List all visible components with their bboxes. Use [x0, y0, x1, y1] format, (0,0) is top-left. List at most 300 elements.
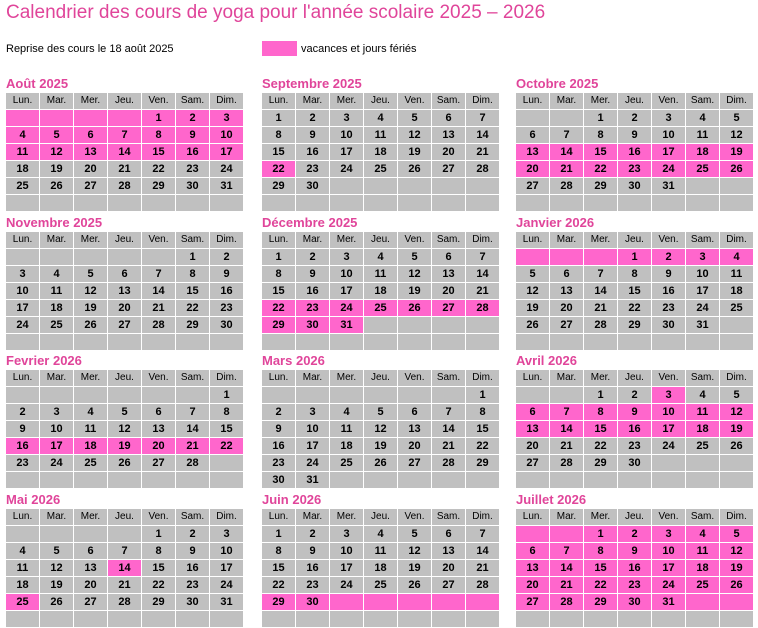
day-cell: 20 — [74, 161, 108, 178]
month-calendar — [516, 353, 754, 489]
day-cell: 30 — [296, 178, 330, 195]
day-cell: 7 — [550, 404, 584, 421]
day-cell: 10 — [652, 543, 686, 560]
empty-cell — [618, 334, 652, 351]
weekday-header: Mar. — [550, 370, 584, 387]
day-cell: 3 — [296, 404, 330, 421]
day-cell: 20 — [74, 577, 108, 594]
day-cell: 25 — [686, 161, 720, 178]
day-cell: 11 — [40, 283, 74, 300]
day-cell: 22 — [262, 300, 296, 317]
weekday-header: Sam. — [432, 232, 466, 249]
day-cell: 1 — [262, 110, 296, 127]
day-cell: 6 — [74, 127, 108, 144]
month-grid — [516, 509, 754, 628]
empty-cell — [516, 249, 550, 266]
day-cell: 17 — [330, 560, 364, 577]
day-cell: 9 — [176, 543, 210, 560]
day-cell: 10 — [6, 283, 40, 300]
weekday-header: Jeu. — [618, 93, 652, 110]
day-cell: 27 — [516, 455, 550, 472]
day-cell: 27 — [398, 455, 432, 472]
empty-cell — [262, 195, 296, 212]
weekday-header: Lun. — [262, 232, 296, 249]
day-cell: 1 — [584, 110, 618, 127]
empty-cell — [686, 611, 720, 628]
day-cell: 18 — [364, 283, 398, 300]
day-cell: 11 — [6, 560, 40, 577]
day-cell: 15 — [584, 421, 618, 438]
day-cell: 4 — [364, 526, 398, 543]
day-cell: 15 — [142, 144, 176, 161]
day-cell: 29 — [262, 178, 296, 195]
day-cell: 12 — [398, 127, 432, 144]
weekday-header: Dim. — [210, 370, 244, 387]
day-cell: 16 — [262, 438, 296, 455]
day-cell: 20 — [550, 300, 584, 317]
weekday-header: Dim. — [210, 509, 244, 526]
day-cell: 12 — [398, 543, 432, 560]
day-cell: 18 — [40, 300, 74, 317]
empty-cell — [108, 334, 142, 351]
weekday-header: Jeu. — [108, 509, 142, 526]
day-cell: 30 — [262, 472, 296, 489]
day-cell: 15 — [176, 283, 210, 300]
empty-cell — [652, 611, 686, 628]
day-cell: 28 — [550, 178, 584, 195]
day-cell: 13 — [74, 560, 108, 577]
empty-cell — [330, 195, 364, 212]
day-cell: 14 — [466, 266, 500, 283]
empty-cell — [466, 195, 500, 212]
day-cell: 21 — [176, 438, 210, 455]
day-cell: 26 — [364, 455, 398, 472]
day-cell: 23 — [262, 455, 296, 472]
day-cell: 22 — [142, 161, 176, 178]
day-cell: 6 — [516, 404, 550, 421]
empty-cell — [74, 110, 108, 127]
weekday-header: Sam. — [686, 370, 720, 387]
weekday-header: Mer. — [74, 370, 108, 387]
day-cell: 19 — [720, 421, 754, 438]
month-grid — [6, 509, 244, 628]
month-name: Juin 2026 — [262, 492, 322, 507]
day-cell: 1 — [262, 249, 296, 266]
empty-cell — [466, 611, 500, 628]
day-cell: 15 — [618, 283, 652, 300]
day-cell: 21 — [466, 560, 500, 577]
empty-cell — [466, 334, 500, 351]
day-cell: 2 — [296, 526, 330, 543]
day-cell: 7 — [584, 266, 618, 283]
day-cell: 25 — [40, 317, 74, 334]
day-cell: 19 — [40, 577, 74, 594]
day-cell: 16 — [210, 283, 244, 300]
day-cell: 11 — [720, 266, 754, 283]
day-cell: 1 — [466, 387, 500, 404]
weekday-header: Lun. — [6, 509, 40, 526]
day-cell: 16 — [296, 144, 330, 161]
month-calendar — [516, 215, 754, 351]
empty-cell — [466, 594, 500, 611]
day-cell: 18 — [686, 560, 720, 577]
day-cell: 30 — [618, 594, 652, 611]
day-cell: 30 — [296, 594, 330, 611]
empty-cell — [364, 195, 398, 212]
day-cell: 18 — [720, 283, 754, 300]
day-cell: 27 — [108, 317, 142, 334]
day-cell: 17 — [6, 300, 40, 317]
day-cell: 18 — [686, 144, 720, 161]
empty-cell — [176, 334, 210, 351]
weekday-header: Jeu. — [108, 232, 142, 249]
day-cell: 26 — [40, 594, 74, 611]
day-cell: 8 — [466, 404, 500, 421]
empty-cell — [142, 334, 176, 351]
day-cell: 15 — [262, 144, 296, 161]
empty-cell — [550, 110, 584, 127]
day-cell: 26 — [40, 178, 74, 195]
empty-cell — [720, 611, 754, 628]
day-cell: 29 — [584, 455, 618, 472]
day-cell: 9 — [296, 127, 330, 144]
day-cell: 21 — [142, 300, 176, 317]
empty-cell — [584, 195, 618, 212]
day-cell: 4 — [686, 110, 720, 127]
weekday-header: Dim. — [720, 509, 754, 526]
day-cell: 31 — [652, 594, 686, 611]
empty-cell — [40, 249, 74, 266]
day-cell: 5 — [74, 266, 108, 283]
day-cell: 2 — [618, 387, 652, 404]
day-cell: 25 — [364, 161, 398, 178]
day-cell: 9 — [618, 127, 652, 144]
day-cell: 29 — [142, 594, 176, 611]
empty-cell — [516, 611, 550, 628]
day-cell: 18 — [686, 421, 720, 438]
day-cell: 25 — [74, 455, 108, 472]
day-cell: 16 — [618, 421, 652, 438]
weekday-header: Jeu. — [364, 232, 398, 249]
empty-cell — [330, 594, 364, 611]
weekday-header: Dim. — [466, 232, 500, 249]
month-name: Octobre 2025 — [516, 76, 599, 91]
day-cell: 14 — [108, 560, 142, 577]
empty-cell — [618, 472, 652, 489]
day-cell: 16 — [652, 283, 686, 300]
day-cell: 26 — [398, 300, 432, 317]
day-cell: 31 — [210, 178, 244, 195]
day-cell: 29 — [262, 317, 296, 334]
day-cell: 16 — [296, 560, 330, 577]
empty-cell — [364, 317, 398, 334]
month-name: Septembre 2025 — [262, 76, 362, 91]
weekday-header: Ven. — [142, 370, 176, 387]
day-cell: 2 — [262, 404, 296, 421]
day-cell: 4 — [74, 404, 108, 421]
day-cell: 6 — [516, 543, 550, 560]
day-cell: 12 — [516, 283, 550, 300]
weekday-header: Mar. — [550, 509, 584, 526]
empty-cell — [364, 387, 398, 404]
empty-cell — [262, 611, 296, 628]
day-cell: 2 — [296, 110, 330, 127]
day-cell: 17 — [330, 144, 364, 161]
empty-cell — [74, 195, 108, 212]
empty-cell — [516, 387, 550, 404]
empty-cell — [720, 317, 754, 334]
day-cell: 13 — [516, 144, 550, 161]
day-cell: 5 — [720, 526, 754, 543]
weekday-header: Mer. — [330, 370, 364, 387]
empty-cell — [296, 195, 330, 212]
day-cell: 26 — [720, 161, 754, 178]
empty-cell — [296, 611, 330, 628]
day-cell: 3 — [652, 526, 686, 543]
day-cell: 7 — [142, 266, 176, 283]
day-cell: 27 — [550, 317, 584, 334]
day-cell: 7 — [108, 127, 142, 144]
empty-cell — [398, 594, 432, 611]
weekday-header: Mer. — [74, 93, 108, 110]
day-cell: 22 — [262, 161, 296, 178]
day-cell: 2 — [176, 110, 210, 127]
day-cell: 8 — [210, 404, 244, 421]
legend-swatch — [262, 41, 297, 56]
day-cell: 10 — [330, 543, 364, 560]
weekday-header: Ven. — [142, 93, 176, 110]
day-cell: 18 — [74, 438, 108, 455]
empty-cell — [432, 195, 466, 212]
empty-cell — [210, 334, 244, 351]
day-cell: 10 — [686, 266, 720, 283]
day-cell: 2 — [652, 249, 686, 266]
month-name: Novembre 2025 — [6, 215, 103, 230]
day-cell: 20 — [432, 283, 466, 300]
day-cell: 19 — [108, 438, 142, 455]
empty-cell — [296, 387, 330, 404]
day-cell: 19 — [720, 560, 754, 577]
day-cell: 25 — [364, 577, 398, 594]
empty-cell — [262, 334, 296, 351]
empty-cell — [108, 472, 142, 489]
empty-cell — [6, 472, 40, 489]
day-cell: 18 — [6, 161, 40, 178]
weekday-header: Ven. — [652, 370, 686, 387]
day-cell: 29 — [262, 594, 296, 611]
empty-cell — [330, 472, 364, 489]
day-cell: 23 — [652, 300, 686, 317]
day-cell: 10 — [210, 543, 244, 560]
empty-cell — [398, 472, 432, 489]
weekday-header: Lun. — [516, 370, 550, 387]
day-cell: 12 — [40, 560, 74, 577]
day-cell: 17 — [210, 144, 244, 161]
month-name: Juillet 2026 — [516, 492, 587, 507]
day-cell: 13 — [398, 421, 432, 438]
empty-cell — [432, 178, 466, 195]
weekday-header: Sam. — [176, 93, 210, 110]
empty-cell — [432, 472, 466, 489]
weekday-header: Mer. — [584, 232, 618, 249]
day-cell: 15 — [466, 421, 500, 438]
day-cell: 30 — [618, 455, 652, 472]
day-cell: 6 — [142, 404, 176, 421]
day-cell: 20 — [432, 560, 466, 577]
weekday-header: Jeu. — [108, 370, 142, 387]
day-cell: 14 — [432, 421, 466, 438]
weekday-header: Sam. — [686, 93, 720, 110]
day-cell: 3 — [40, 404, 74, 421]
weekday-header: Ven. — [398, 93, 432, 110]
day-cell: 17 — [40, 438, 74, 455]
weekday-header: Mer. — [74, 232, 108, 249]
empty-cell — [142, 249, 176, 266]
weekday-header: Lun. — [262, 93, 296, 110]
day-cell: 10 — [330, 266, 364, 283]
day-cell: 27 — [432, 577, 466, 594]
day-cell: 23 — [618, 577, 652, 594]
day-cell: 27 — [516, 594, 550, 611]
empty-cell — [466, 178, 500, 195]
day-cell: 4 — [6, 127, 40, 144]
day-cell: 14 — [550, 421, 584, 438]
empty-cell — [330, 178, 364, 195]
day-cell: 6 — [432, 526, 466, 543]
day-cell: 22 — [584, 161, 618, 178]
day-cell: 4 — [720, 249, 754, 266]
empty-cell — [584, 334, 618, 351]
day-cell: 28 — [466, 300, 500, 317]
weekday-header: Lun. — [516, 93, 550, 110]
day-cell: 16 — [176, 144, 210, 161]
day-cell: 12 — [398, 266, 432, 283]
day-cell: 6 — [432, 110, 466, 127]
month-name: Mai 2026 — [6, 492, 61, 507]
day-cell: 20 — [142, 438, 176, 455]
day-cell: 7 — [108, 543, 142, 560]
empty-cell — [108, 249, 142, 266]
month-grid — [262, 509, 500, 628]
day-cell: 3 — [330, 249, 364, 266]
day-cell: 26 — [108, 455, 142, 472]
day-cell: 22 — [584, 577, 618, 594]
empty-cell — [398, 195, 432, 212]
day-cell: 4 — [686, 387, 720, 404]
empty-cell — [466, 317, 500, 334]
empty-cell — [40, 334, 74, 351]
day-cell: 20 — [432, 144, 466, 161]
month-grid — [262, 93, 500, 212]
empty-cell — [74, 387, 108, 404]
day-cell: 27 — [432, 300, 466, 317]
day-cell: 4 — [330, 404, 364, 421]
day-cell: 11 — [364, 127, 398, 144]
day-cell: 31 — [330, 317, 364, 334]
empty-cell — [176, 195, 210, 212]
resume-date-note: Reprise des cours le 18 août 2025 — [6, 43, 174, 55]
day-cell: 22 — [618, 300, 652, 317]
day-cell: 13 — [516, 560, 550, 577]
empty-cell — [516, 526, 550, 543]
month-grid — [262, 232, 500, 351]
day-cell: 4 — [364, 249, 398, 266]
empty-cell — [516, 110, 550, 127]
day-cell: 5 — [516, 266, 550, 283]
day-cell: 21 — [432, 438, 466, 455]
day-cell: 1 — [142, 110, 176, 127]
empty-cell — [6, 334, 40, 351]
empty-cell — [686, 195, 720, 212]
empty-cell — [584, 611, 618, 628]
empty-cell — [210, 472, 244, 489]
empty-cell — [74, 611, 108, 628]
empty-cell — [176, 611, 210, 628]
day-cell: 27 — [74, 178, 108, 195]
day-cell: 29 — [466, 455, 500, 472]
day-cell: 7 — [432, 404, 466, 421]
day-cell: 12 — [40, 144, 74, 161]
weekday-header: Lun. — [6, 93, 40, 110]
empty-cell — [398, 317, 432, 334]
day-cell: 3 — [6, 266, 40, 283]
empty-cell — [398, 611, 432, 628]
day-cell: 17 — [210, 560, 244, 577]
empty-cell — [74, 334, 108, 351]
day-cell: 9 — [296, 266, 330, 283]
day-cell: 2 — [176, 526, 210, 543]
weekday-header: Sam. — [432, 509, 466, 526]
day-cell: 28 — [550, 594, 584, 611]
empty-cell — [6, 110, 40, 127]
month-calendar — [516, 492, 754, 628]
day-cell: 13 — [432, 266, 466, 283]
empty-cell — [720, 178, 754, 195]
day-cell: 22 — [262, 577, 296, 594]
empty-cell — [108, 110, 142, 127]
day-cell: 25 — [330, 455, 364, 472]
day-cell: 20 — [516, 161, 550, 178]
day-cell: 15 — [584, 560, 618, 577]
day-cell: 22 — [142, 577, 176, 594]
day-cell: 25 — [6, 594, 40, 611]
empty-cell — [330, 611, 364, 628]
empty-cell — [74, 526, 108, 543]
day-cell: 30 — [176, 178, 210, 195]
day-cell: 21 — [466, 283, 500, 300]
weekday-header: Mar. — [296, 370, 330, 387]
day-cell: 9 — [262, 421, 296, 438]
day-cell: 20 — [516, 438, 550, 455]
day-cell: 19 — [364, 438, 398, 455]
day-cell: 15 — [262, 283, 296, 300]
empty-cell — [108, 387, 142, 404]
day-cell: 7 — [550, 127, 584, 144]
day-cell: 19 — [720, 144, 754, 161]
day-cell: 31 — [210, 594, 244, 611]
day-cell: 12 — [720, 127, 754, 144]
day-cell: 8 — [584, 543, 618, 560]
weekday-header: Lun. — [6, 232, 40, 249]
empty-cell — [40, 387, 74, 404]
empty-cell — [176, 387, 210, 404]
day-cell: 2 — [6, 404, 40, 421]
month-calendar — [6, 215, 244, 351]
day-cell: 9 — [652, 266, 686, 283]
day-cell: 7 — [466, 110, 500, 127]
empty-cell — [40, 526, 74, 543]
day-cell: 4 — [364, 110, 398, 127]
